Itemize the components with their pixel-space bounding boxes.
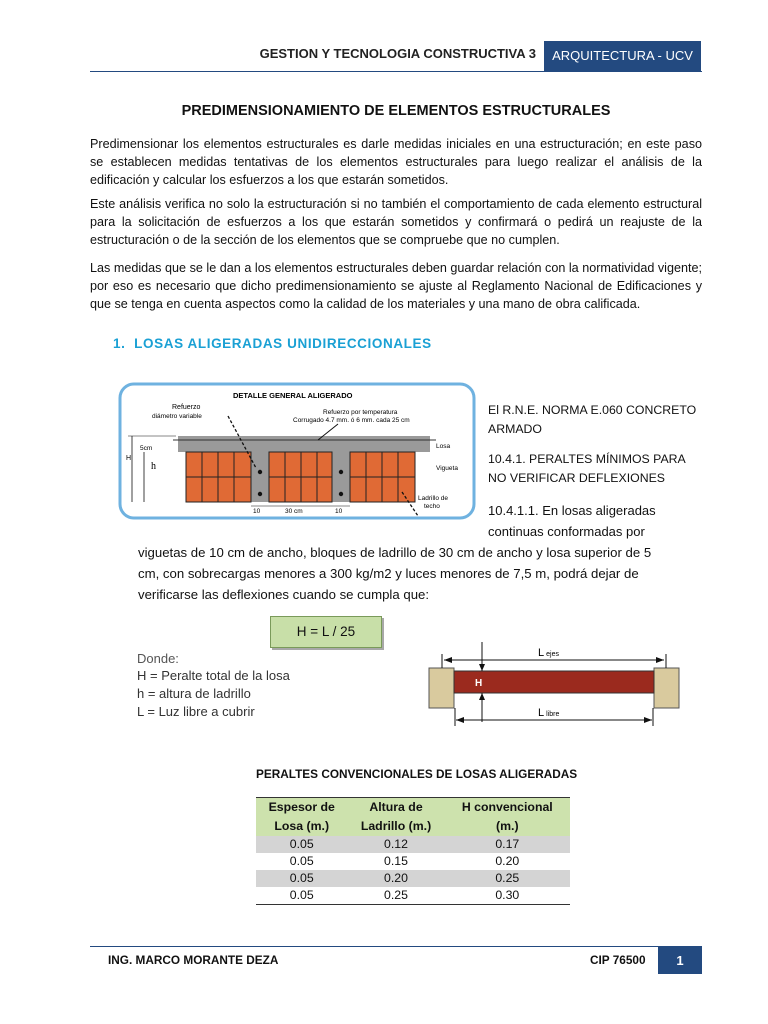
page-number: 1 xyxy=(658,947,702,974)
norma-sub-2: continuas conformadas por xyxy=(488,524,645,539)
label-L-libre: Llibre xyxy=(538,707,560,719)
col-header-espesor: Espesor de Losa (m.) xyxy=(256,798,347,837)
continuation-line-2: cm, con sobrecargas menores a 300 kg/m2 y luces menores de 7,5 m, podrá dejar de xyxy=(138,566,639,581)
beam xyxy=(454,671,654,693)
paragraph-1: Predimensionar los elementos estructurales es darle medidas iniciales en una estructuración; en este paso se establecen medidas tentativas de los elementos estructurales para luego realizar el análisis de la edificación y calcular los esfuerzos a los que estarán sometidos. xyxy=(90,137,702,187)
label-ladrillo-2: techo xyxy=(424,503,440,510)
dim-10-left: 10 xyxy=(253,508,261,515)
table-header-row xyxy=(256,798,570,837)
paragraph-3: Las medidas que se le dan a los elementos estructurales deben guardar relación con la normatividad vigente; por eso es necesario que dicho predimensionamiento se ajuste al Reglamento Nacional de Edificaciones y que se tenga en cuenta aspectos como la calidad de los materiales y una mano de obra calificada. xyxy=(90,261,702,311)
label-refuerzo: Refuerzo xyxy=(172,404,201,411)
section-number: 1. xyxy=(113,336,126,351)
paragraph-2: Este análisis verifica no solo la estructuración si no también el comportamiento de cada elemento estructural para la solicitación de esfuerzos a los que estarán sometidos y confirmará o pedirá un reajuste de la estructuración o de la sección de los elementos que se compruebe que no cumplen. xyxy=(90,197,702,247)
support-left xyxy=(429,668,454,708)
label-temperatura: Refuerzo por temperatura xyxy=(323,409,398,416)
support-right xyxy=(654,668,679,708)
header-rule xyxy=(90,71,702,72)
footer-author: ING. MARCO MORANTE DEZA xyxy=(108,953,279,967)
header-badge: ARQUITECTURA - UCV xyxy=(544,41,701,71)
label-diametro: diámetro variable xyxy=(152,413,202,420)
dim-10-right: 10 xyxy=(335,508,343,515)
label-ladrillo-1: Ladrillo de xyxy=(418,495,448,502)
section-heading xyxy=(113,336,432,351)
formula-box: H = L / 25 xyxy=(270,616,382,648)
donde-L: L = Luz libre a cubrir xyxy=(137,704,255,719)
section-title: LOSAS ALIGERADAS UNIDIRECCIONALES xyxy=(134,336,432,351)
col-header-h-convencional: H convencional (m.) xyxy=(445,798,570,837)
document-title: PREDIMENSIONAMIENTO DE ELEMENTOS ESTRUCTURALES xyxy=(181,103,611,119)
brick-block-1 xyxy=(186,452,251,502)
brick-block-3 xyxy=(350,452,415,502)
col-header-altura: Altura de Ladrillo (m.) xyxy=(347,798,444,837)
label-H-beam: H xyxy=(475,678,483,689)
donde-heading: Donde: xyxy=(137,651,179,666)
label-h: h xyxy=(151,461,156,472)
table-row: 0.05 0.12 0.17 xyxy=(256,836,570,853)
footer-rule xyxy=(90,946,702,947)
continuation-line-3: verificarse las deflexiones cuando se cumpla que: xyxy=(138,587,430,602)
beam-span-figure xyxy=(424,638,694,726)
peraltes-table xyxy=(256,797,570,905)
norma-line-1: El R.N.E. NORMA E.060 CONCRETO xyxy=(488,403,697,417)
table-row: 0.05 0.20 0.25 xyxy=(256,870,570,887)
donde-h: h = altura de ladrillo xyxy=(137,686,251,701)
slab-top xyxy=(178,436,430,452)
table-row: 0.05 0.25 0.30 xyxy=(256,887,570,905)
aligerado-detail-figure xyxy=(118,382,478,522)
header-title: GESTION Y TECNOLOGIA CONSTRUCTIVA 3 xyxy=(259,46,536,61)
label-losa: Losa xyxy=(436,443,451,450)
label-L-ejes: Lejes xyxy=(538,647,559,659)
donde-H: H = Peralte total de la losa xyxy=(137,668,290,683)
label-corrugado: Corrugado 4.7 mm. ó 6 mm. cada 25 cm xyxy=(293,417,410,424)
figure-title: DETALLE GENERAL ALIGERADO xyxy=(233,391,353,400)
norma-article-1: 10.4.1. PERALTES MÍNIMOS PARA xyxy=(488,452,686,466)
label-H: H xyxy=(126,455,132,462)
label-vigueta: Vigueta xyxy=(436,465,458,472)
label-5cm: 5cm xyxy=(140,445,153,452)
norma-article-2: NO VERIFICAR DEFLEXIONES xyxy=(488,471,665,485)
footer-cip: CIP 76500 xyxy=(590,953,646,967)
table-row: 0.05 0.15 0.20 xyxy=(289,854,520,868)
norma-sub-1: 10.4.1.1. En losas aligeradas xyxy=(488,503,656,518)
brick-block-2 xyxy=(269,452,332,502)
table-title: PERALTES CONVENCIONALES DE LOSAS ALIGERADAS xyxy=(256,767,578,781)
continuation-line-1: viguetas de 10 cm de ancho, bloques de ladrillo de 30 cm de ancho y losa superior de 5 xyxy=(138,545,652,560)
dim-30cm: 30 cm xyxy=(285,508,303,515)
norma-line-2: ARMADO xyxy=(488,422,542,436)
